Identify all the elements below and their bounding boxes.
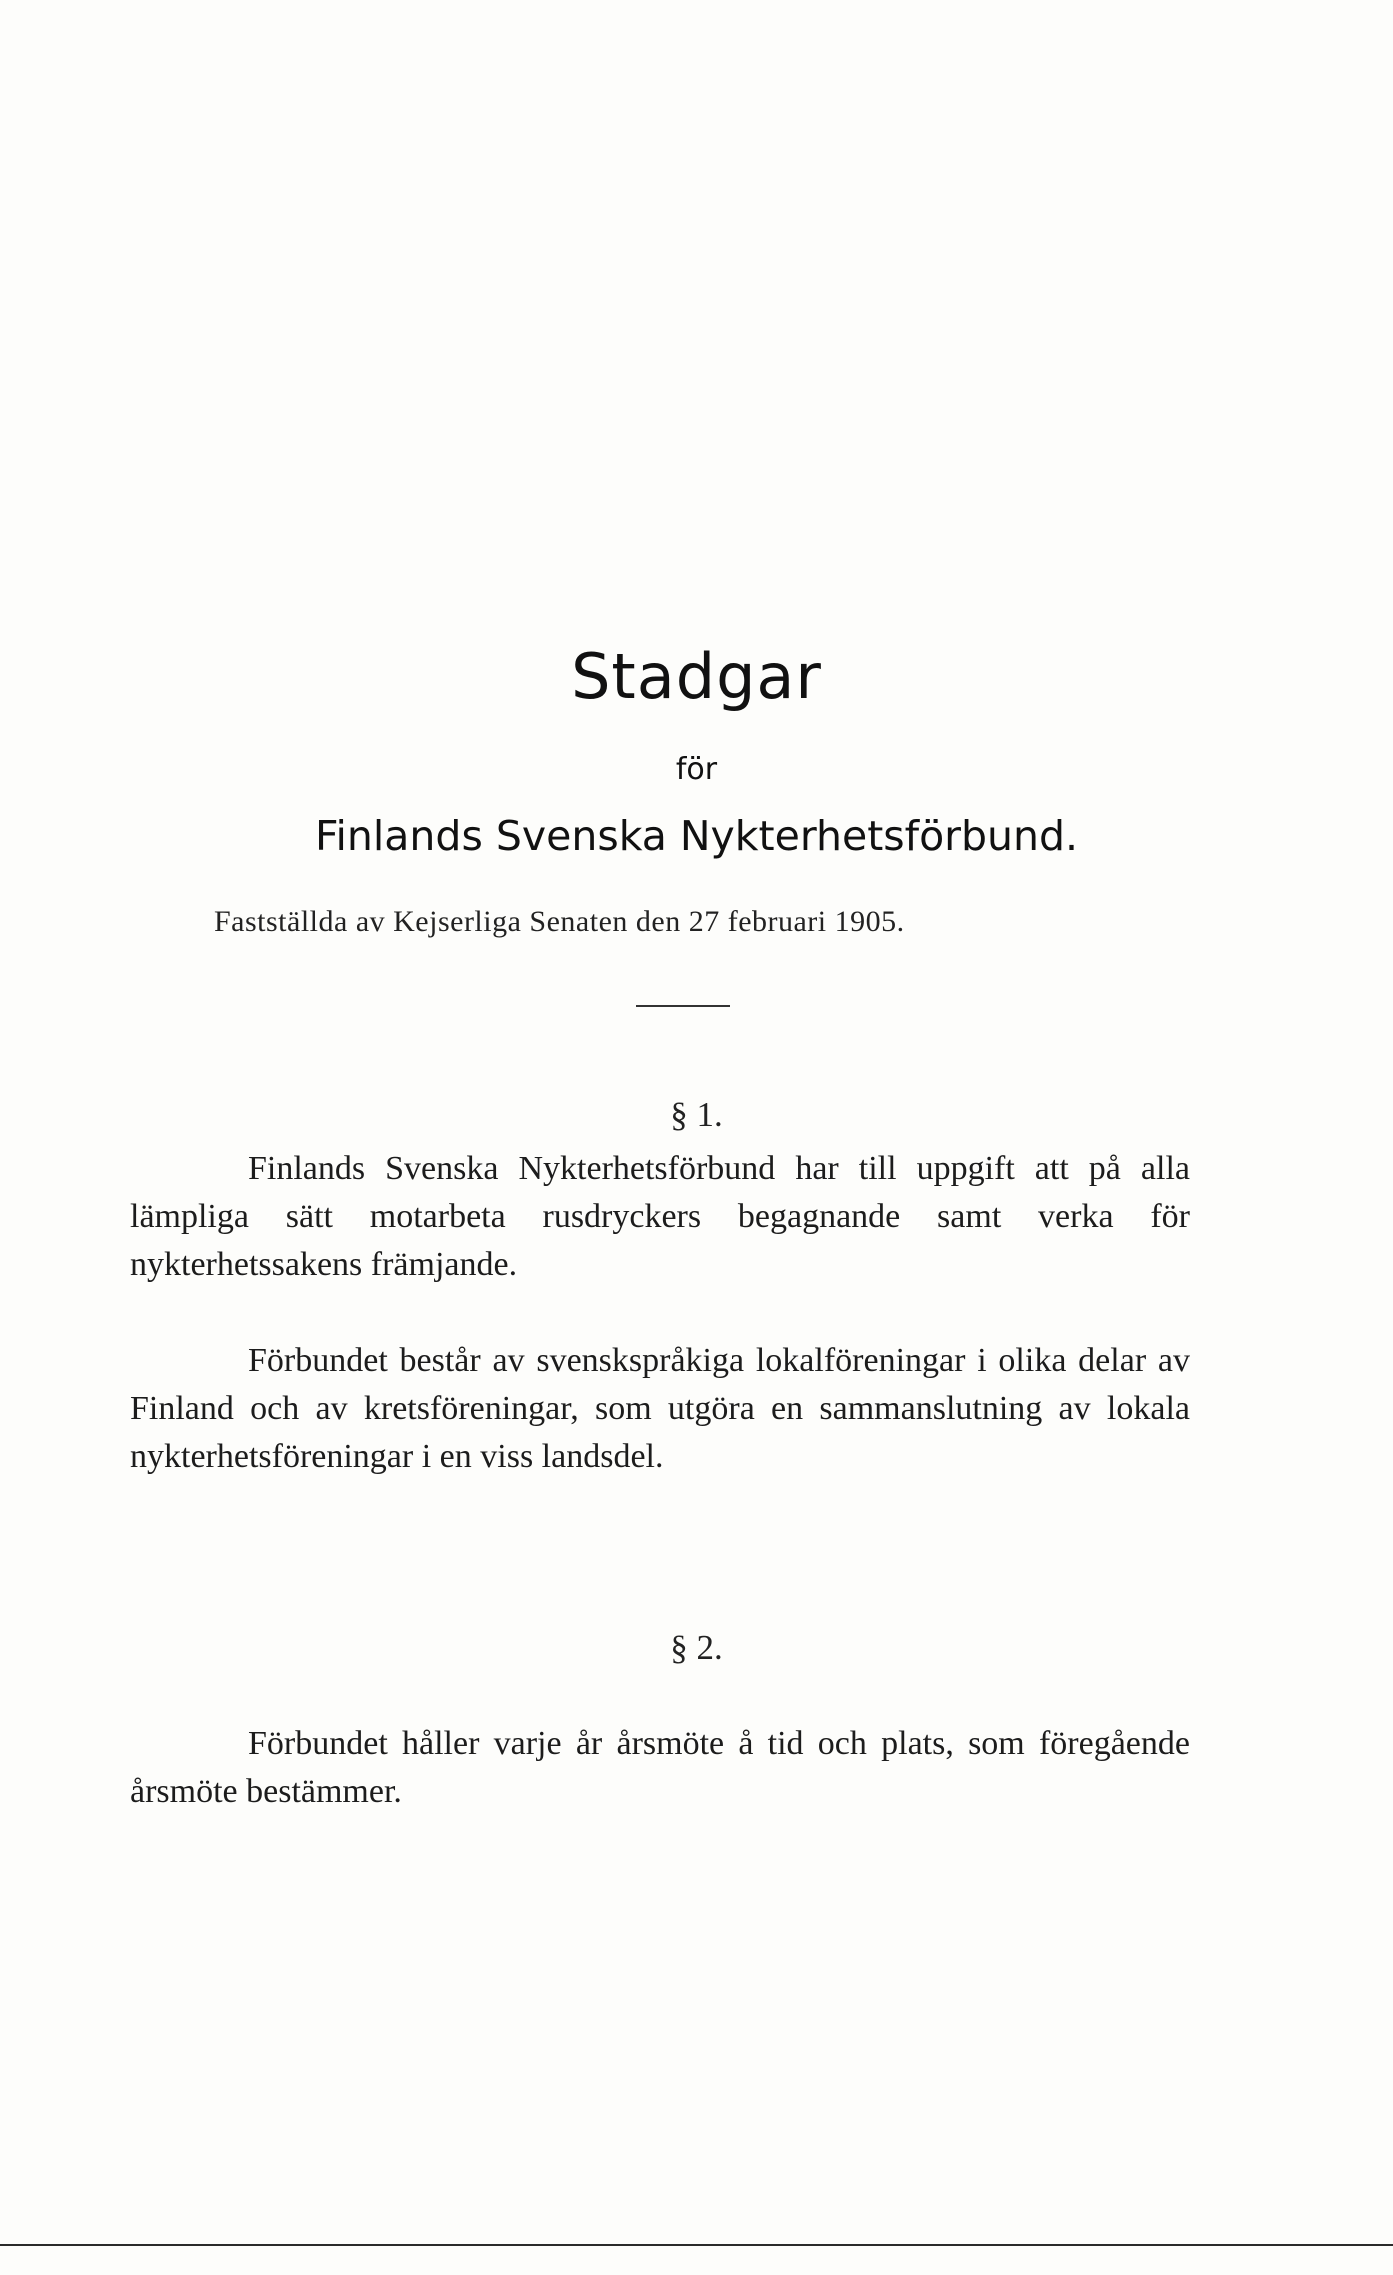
divider-rule	[636, 1005, 730, 1007]
section-mark-1: § 1.	[670, 1095, 723, 1134]
section-1-paragraph-2: Förbundet består av svenskspråkiga lokalföreningar i olika delar av Finland och av kretsföreningar, som utgöra en sammanslutning av lokala nykterhetsföreningar i en viss landsdel.	[130, 1342, 1190, 1475]
section-1-paragraph-1: Finlands Svenska Nykterhetsförbund har till uppgift att på alla lämpliga sätt motarbeta rusdryckers begagnande samt verka för nykterhetssakens främjande.	[130, 1150, 1190, 1283]
section-2-paragraph-1: Förbundet håller varje år årsmöte å tid och plats, som föregående årsmöte bestämmer.	[130, 1725, 1190, 1810]
show-through-texture	[130, 300, 1200, 357]
page-edge-line	[0, 2244, 1393, 2246]
for-word: för	[675, 752, 718, 787]
organization-name: Finlands Svenska Nykterhetsförbund.	[314, 812, 1079, 860]
ratification-note: Fastställda av Kejserliga Senaten den 27 februari 1905.	[214, 905, 905, 938]
section-mark-2: § 2.	[670, 1628, 723, 1667]
document-title: Stadgar	[571, 640, 822, 713]
